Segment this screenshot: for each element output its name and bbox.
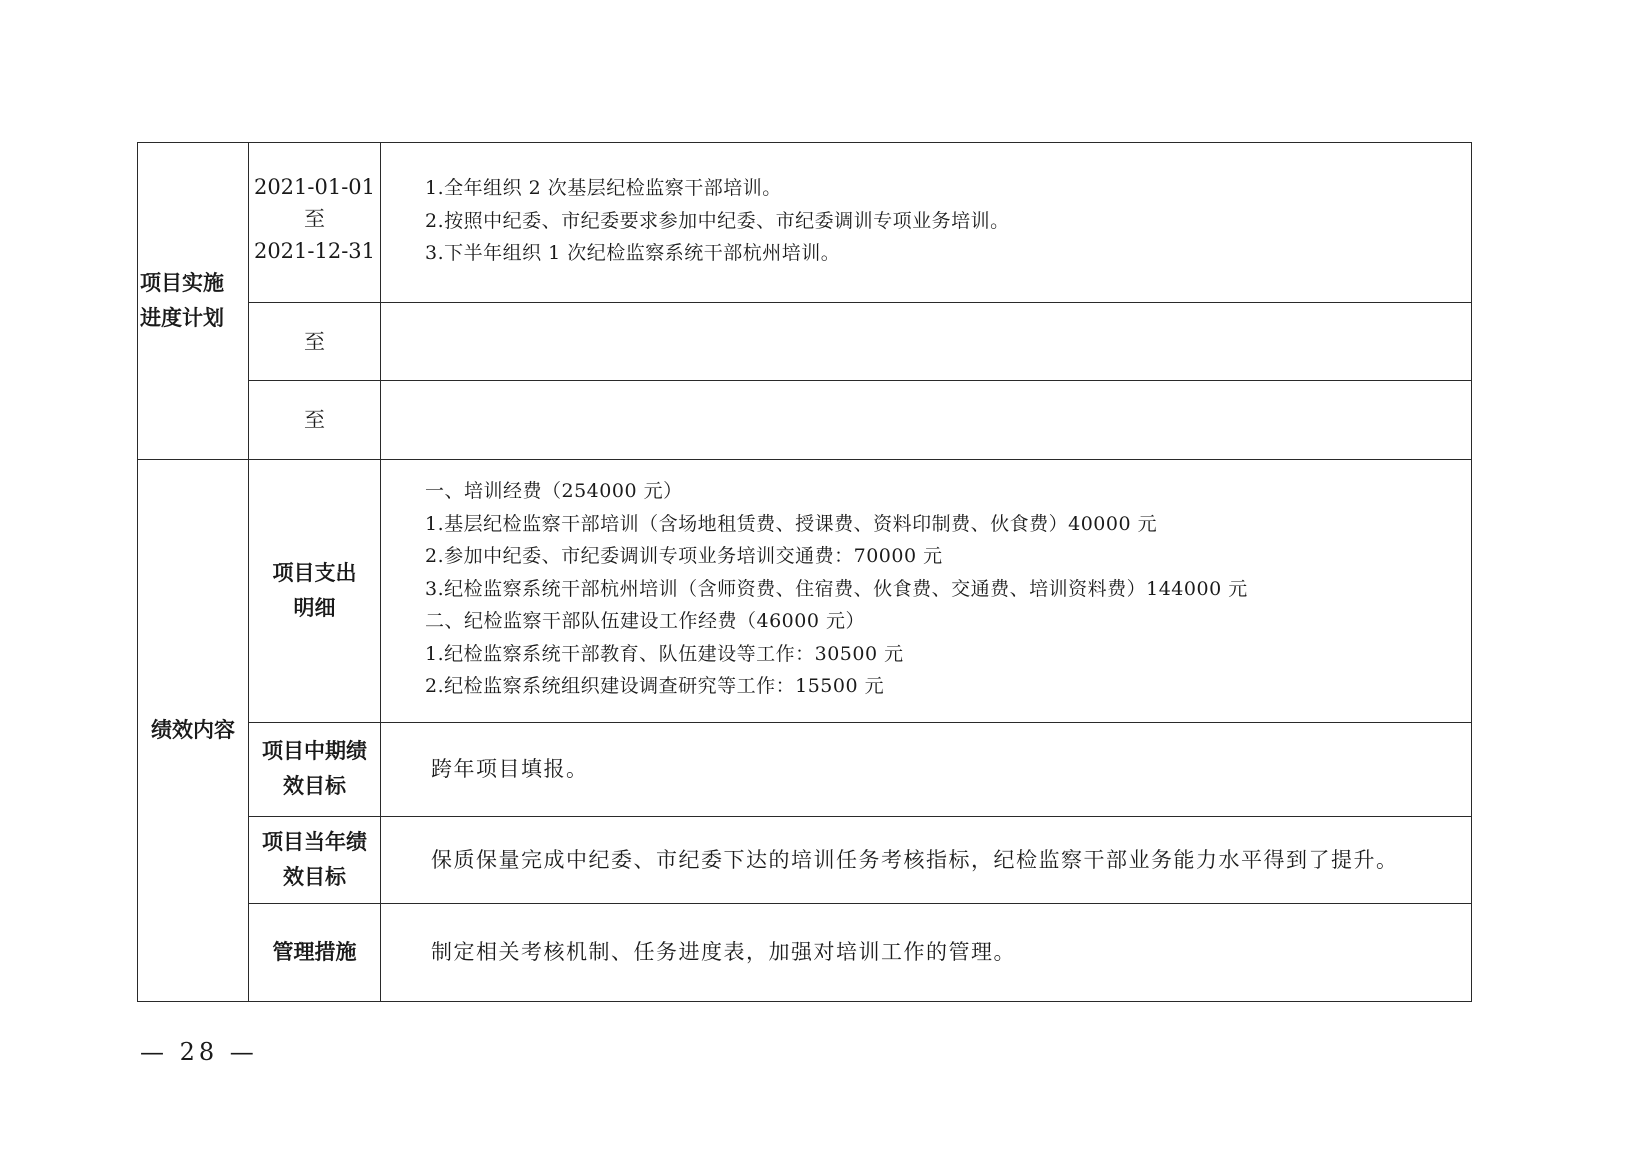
schedule-row-1 — [138, 143, 1472, 303]
annual-row — [138, 816, 1472, 903]
expenditure-line-5: 二、纪检监察干部队伍建设工作经费（46000 元） — [425, 610, 865, 633]
performance-category-label: 绩效内容 — [151, 718, 235, 743]
schedule-content-1 — [381, 143, 1472, 303]
schedule-content-2 — [381, 303, 1472, 381]
expenditure-line-6: 1.纪检监察系统干部教育、队伍建设等工作：30500 元 — [425, 642, 904, 665]
expenditure-label-cell — [249, 460, 381, 722]
annual-label-line-2: 效目标 — [283, 864, 346, 889]
midterm-row — [138, 722, 1472, 816]
schedule-category-cell — [138, 143, 249, 460]
date-separator: 至 — [304, 329, 325, 354]
schedule-date-range-1 — [249, 143, 381, 303]
schedule-category-line-2: 进度计划 — [140, 306, 224, 331]
expenditure-line-4: 3.纪检监察系统干部杭州培训（含师资费、住宿费、伙食费、交通费、培训资料费）144000 元 — [425, 577, 1248, 600]
annual-label-line-1: 项目当年绩 — [262, 829, 367, 854]
expenditure-row — [138, 460, 1472, 722]
expenditure-content — [381, 460, 1472, 722]
schedule-date-range-3 — [249, 381, 381, 460]
midterm-content: 跨年项目填报。 — [381, 722, 1472, 816]
expenditure-label-line-2: 明细 — [293, 595, 336, 620]
management-label-cell: 管理措施 — [249, 903, 381, 1001]
page-number: — 28 — — [140, 1038, 258, 1066]
annual-content: 保质保量完成中纪委、市纪委下达的培训任务考核指标，纪检监察干部业务能力水平得到了提升。 — [381, 816, 1472, 903]
date-separator: 至 — [304, 408, 325, 433]
schedule-line-2: 2.按照中纪委、市纪委要求参加中纪委、市纪委调训专项业务培训。 — [425, 209, 1010, 232]
schedule-row-3 — [138, 381, 1472, 460]
date-separator: 至 — [304, 207, 325, 231]
schedule-content-3 — [381, 381, 1472, 460]
performance-category-cell — [138, 460, 249, 1002]
midterm-label-line-2: 效目标 — [283, 774, 346, 799]
midterm-label-cell — [249, 722, 381, 816]
performance-plan-table — [137, 142, 1472, 1002]
schedule-line-3: 3.下半年组织 1 次纪检监察系统干部杭州培训。 — [425, 242, 841, 264]
end-date: 2021-12-31 — [253, 239, 376, 263]
start-date: 2021-01-01 — [253, 175, 376, 199]
expenditure-line-7: 2.纪检监察系统组织建设调查研究等工作：15500 元 — [425, 675, 885, 698]
annual-label-cell — [249, 816, 381, 903]
management-row — [138, 903, 1472, 1001]
expenditure-line-1: 一、培训经费（254000 元） — [425, 480, 683, 503]
schedule-date-range-2 — [249, 303, 381, 381]
management-content: 制定相关考核机制、任务进度表，加强对培训工作的管理。 — [381, 903, 1472, 1001]
expenditure-label-line-1: 项目支出 — [272, 560, 357, 585]
expenditure-line-3: 2.参加中纪委、市纪委调训专项业务培训交通费：70000 元 — [425, 545, 943, 568]
midterm-label-line-1: 项目中期绩 — [262, 739, 367, 764]
schedule-row-2 — [138, 303, 1472, 381]
expenditure-line-2: 1.基层纪检监察干部培训（含场地租赁费、授课费、资料印制费、伙食费）40000 元 — [425, 512, 1158, 535]
schedule-line-1: 1.全年组织 2 次基层纪检监察干部培训。 — [425, 177, 782, 199]
schedule-category-line-1: 项目实施 — [140, 271, 224, 296]
